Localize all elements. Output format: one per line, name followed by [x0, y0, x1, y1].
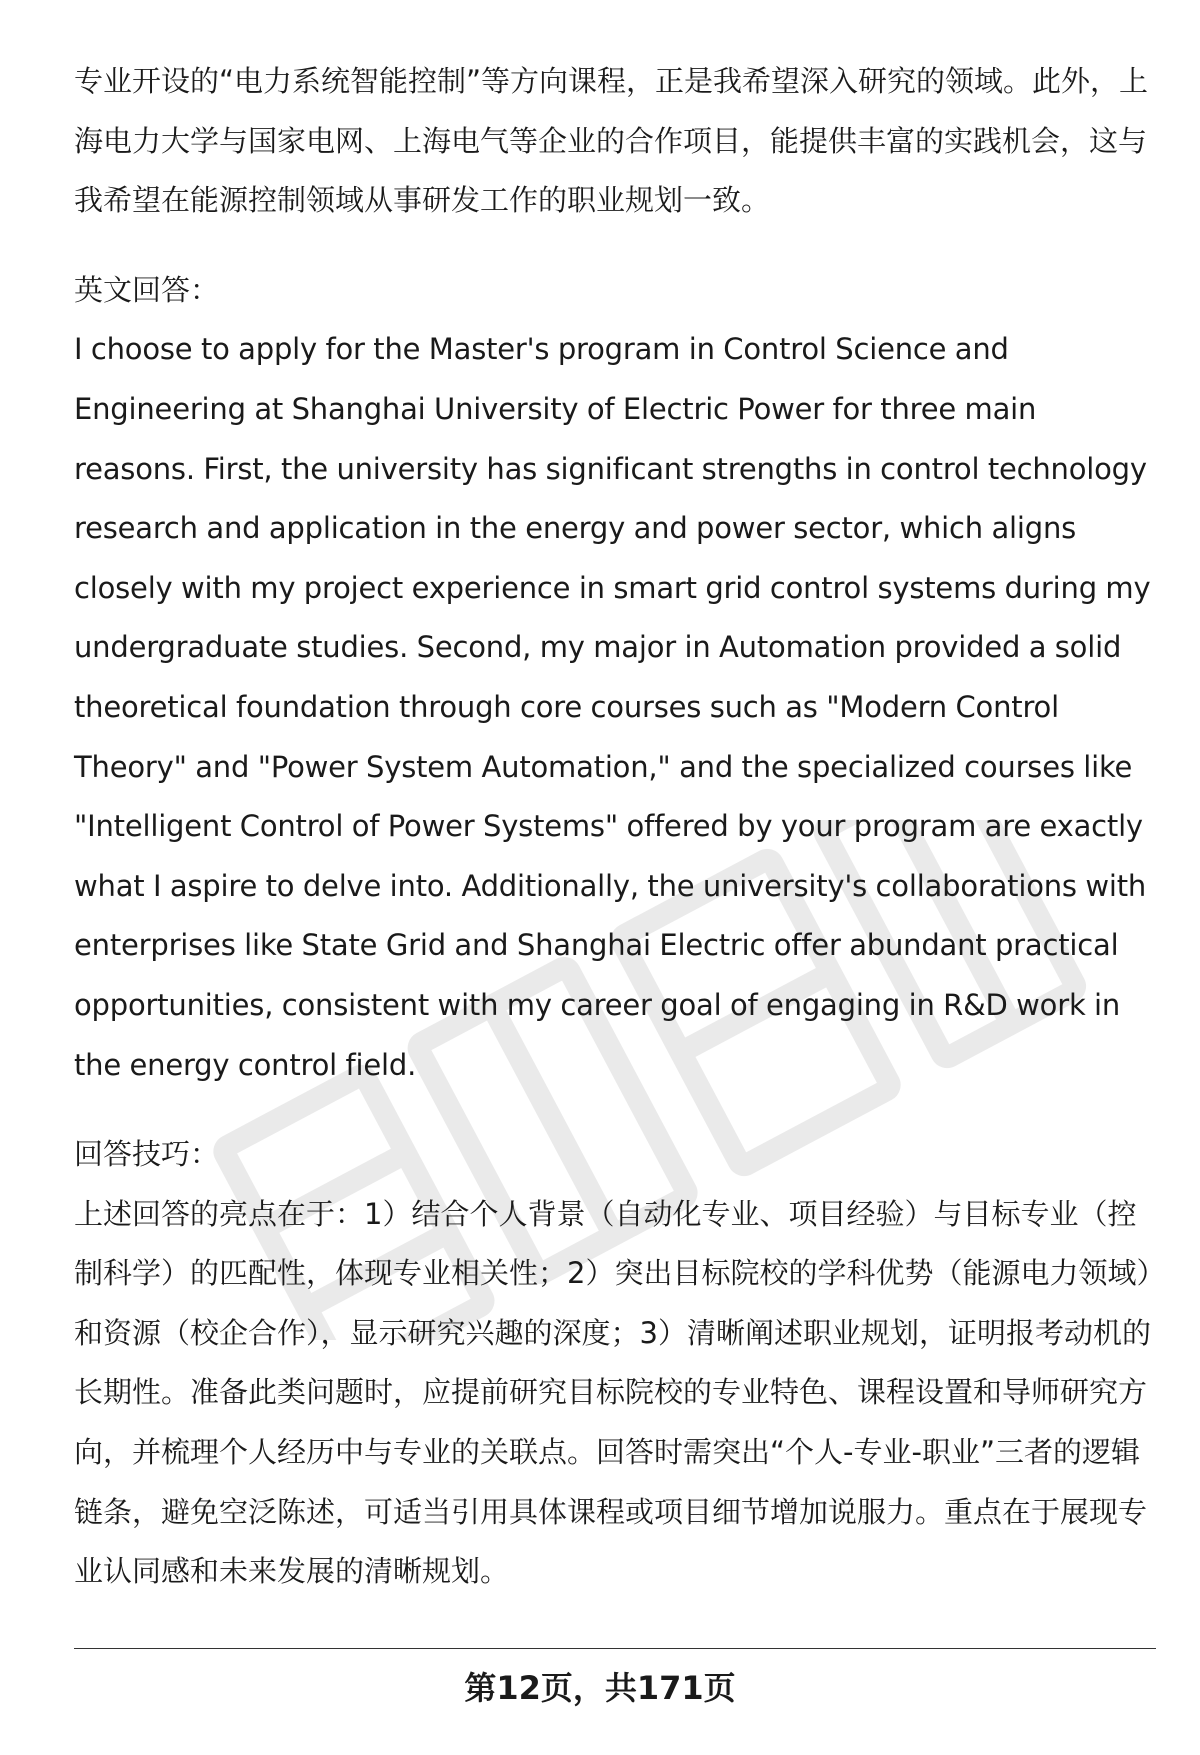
section-gap: [74, 1095, 1156, 1125]
section-gap: [74, 231, 1156, 261]
intro-paragraph: 专业开设的“电力系统智能控制”等方向课程，正是我希望深入研究的领域。此外，上海电力大学与国家电网、上海电气等企业的合作项目，能提供丰富的实践机会，这与我希望在能源控制领域从事研发工作的职业规划一致。: [74, 64, 1149, 218]
document-page: [74, 0, 1156, 1602]
tips-label: 回答技巧：: [74, 1137, 220, 1172]
english-answer-paragraph: I choose to apply for the Master's program in Control Science and Engineering at Shanghai University of Electric Power for three main reasons. First, the university has significant strengths in control technology research and application in the energy and power sector, which aligns closely with my project experience in smart grid control systems during my undergraduate studies. Second, my major in Automation provided a solid theoretical foundation through core courses such as "Modern Control Theory" and "Power System Automation," and the specialized courses like "Intelligent Control of Power Systems" offered by your program are exactly what I aspire to delve into. Additionally, the university's collaborations with enterprises like State Grid and Shanghai Electric offer abundant practical opportunities, consistent with my career goal of engaging in R&D work in the energy control field.: [74, 332, 1151, 1082]
english-answer-label: 英文回答：: [74, 272, 220, 307]
tips-paragraph: 上述回答的亮点在于：1）结合个人背景（自动化专业、项目经验）与目标专业（控制科学）的匹配性，体现专业相关性；2）突出目标院校的学科优势（能源电力领域）和资源（校企合作），显示研究兴趣的深度；3）清晰阐述职业规划，证明报考动机的长期性。准备此类问题时，应提前研究目标院校的专业特色、课程设置和导师研究方向，并梳理个人经历中与专业的关联点。回答时需突出“个人-专业-职业”三者的逻辑链条，避免空泛陈述，可适当引用具体课程或项目细节增加说服力。重点在于展现专业认同感和未来发展的清晰规划。: [74, 1196, 1151, 1589]
page-indicator: 第12页，共171页: [464, 1669, 736, 1707]
footer-divider: [74, 1648, 1156, 1649]
